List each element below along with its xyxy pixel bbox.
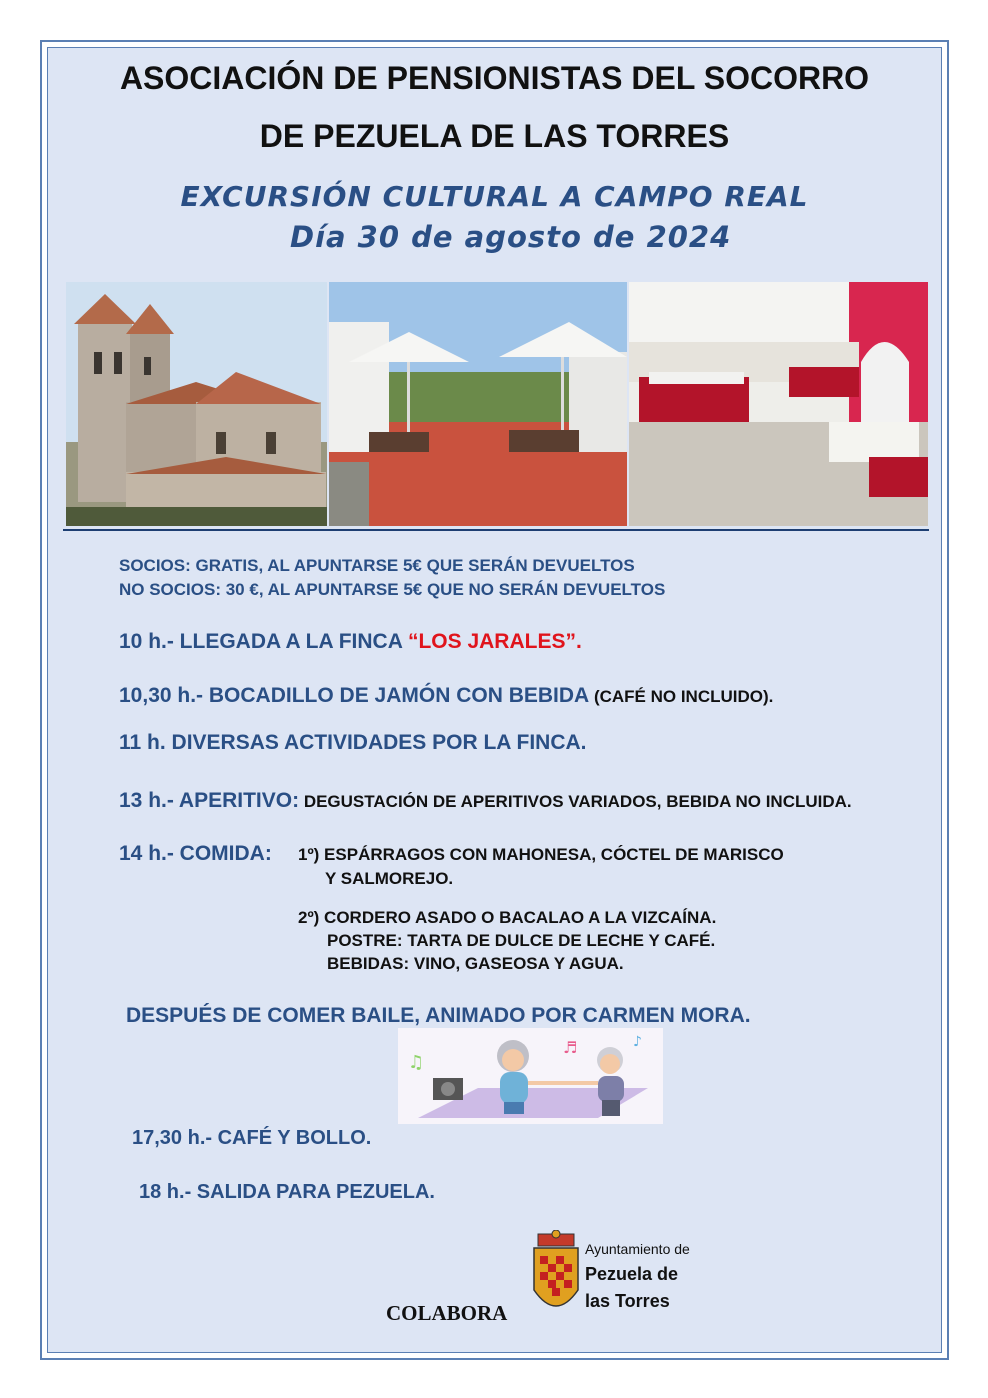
association-title-line2: DE PEZUELA DE LAS TORRES [259, 118, 730, 154]
menu-first-course-line1: 1º) ESPÁRRAGOS CON MAHONESA, CÓCTEL DE MARISCO [298, 845, 784, 864]
coat-of-arms-icon [528, 1230, 584, 1322]
pricing-no-socios: NO SOCIOS: 30 €, AL APUNTARSE 5€ QUE NO SERÁN DEVUELTOS [119, 580, 666, 599]
colabora-label: COLABORA [386, 1301, 508, 1325]
schedule-13h [119, 789, 852, 813]
menu-first-course-line2: Y SALMOREJO. [325, 869, 454, 888]
schedule-14h-label: 14 h.- COMIDA: [119, 842, 272, 865]
schedule-13h-note: DEGUSTACIÓN DE APERITIVOS VARIADOS, BEBIDA NO INCLUIDA. [299, 792, 852, 811]
finca-name: “LOS JARALES”. [407, 630, 582, 653]
schedule-13h-label: 13 h.- APERITIVO: [119, 789, 300, 812]
dance-announcement: DESPUÉS DE COMER BAILE, ANIMADO POR CARMEN MORA. [126, 1004, 751, 1027]
schedule-1030h [119, 684, 773, 708]
dining-hall-photo [629, 282, 928, 526]
schedule-10h [119, 630, 582, 654]
association-title-line1: ASOCIACIÓN DE PENSIONISTAS DEL SOCORRO [119, 60, 870, 96]
photo-strip [66, 282, 928, 526]
schedule-10h-text: 10 h.- LLEGADA A LA FINCA [119, 630, 408, 653]
schedule-18h: 18 h.- SALIDA PARA PEZUELA. [139, 1181, 435, 1203]
svg-text:♬: ♬ [563, 1038, 578, 1057]
pricing-socios: SOCIOS: GRATIS, AL APUNTARSE 5€ QUE SERÁN DEVUELTOS [119, 556, 635, 575]
logo-line3: las Torres [585, 1291, 670, 1311]
menu-second-course: 2º) CORDERO ASADO O BACALAO A LA VIZCAÍNA. [298, 908, 717, 927]
church-photo [66, 282, 327, 526]
menu-drinks: BEBIDAS: VINO, GASEOSA Y AGUA. [327, 954, 624, 973]
schedule-1730h: 17,30 h.- CAFÉ Y BOLLO. [132, 1127, 372, 1149]
schedule-1030h-note: (CAFÉ NO INCLUIDO). [589, 687, 774, 706]
schedule-1030h-text: 10,30 h.- BOCADILLO DE JAMÓN CON BEBIDA [119, 684, 590, 707]
divider-rule [63, 529, 929, 531]
excursion-subtitle: EXCURSIÓN CULTURAL A CAMPO REAL [180, 180, 809, 213]
menu-dessert: POSTRE: TARTA DE DULCE DE LECHE Y CAFÉ. [327, 931, 716, 950]
dancing-couple-illustration [398, 1028, 663, 1124]
terrace-photo [329, 282, 626, 526]
svg-text:♪: ♪ [633, 1034, 642, 1050]
excursion-date: Día 30 de agosto de 2024 [290, 220, 732, 254]
svg-text:♫: ♫ [408, 1052, 425, 1073]
logo-line2: Pezuela de [585, 1264, 679, 1284]
logo-line1: Ayuntamiento de [585, 1241, 690, 1257]
schedule-11h: 11 h. DIVERSAS ACTIVIDADES POR LA FINCA. [119, 731, 587, 754]
